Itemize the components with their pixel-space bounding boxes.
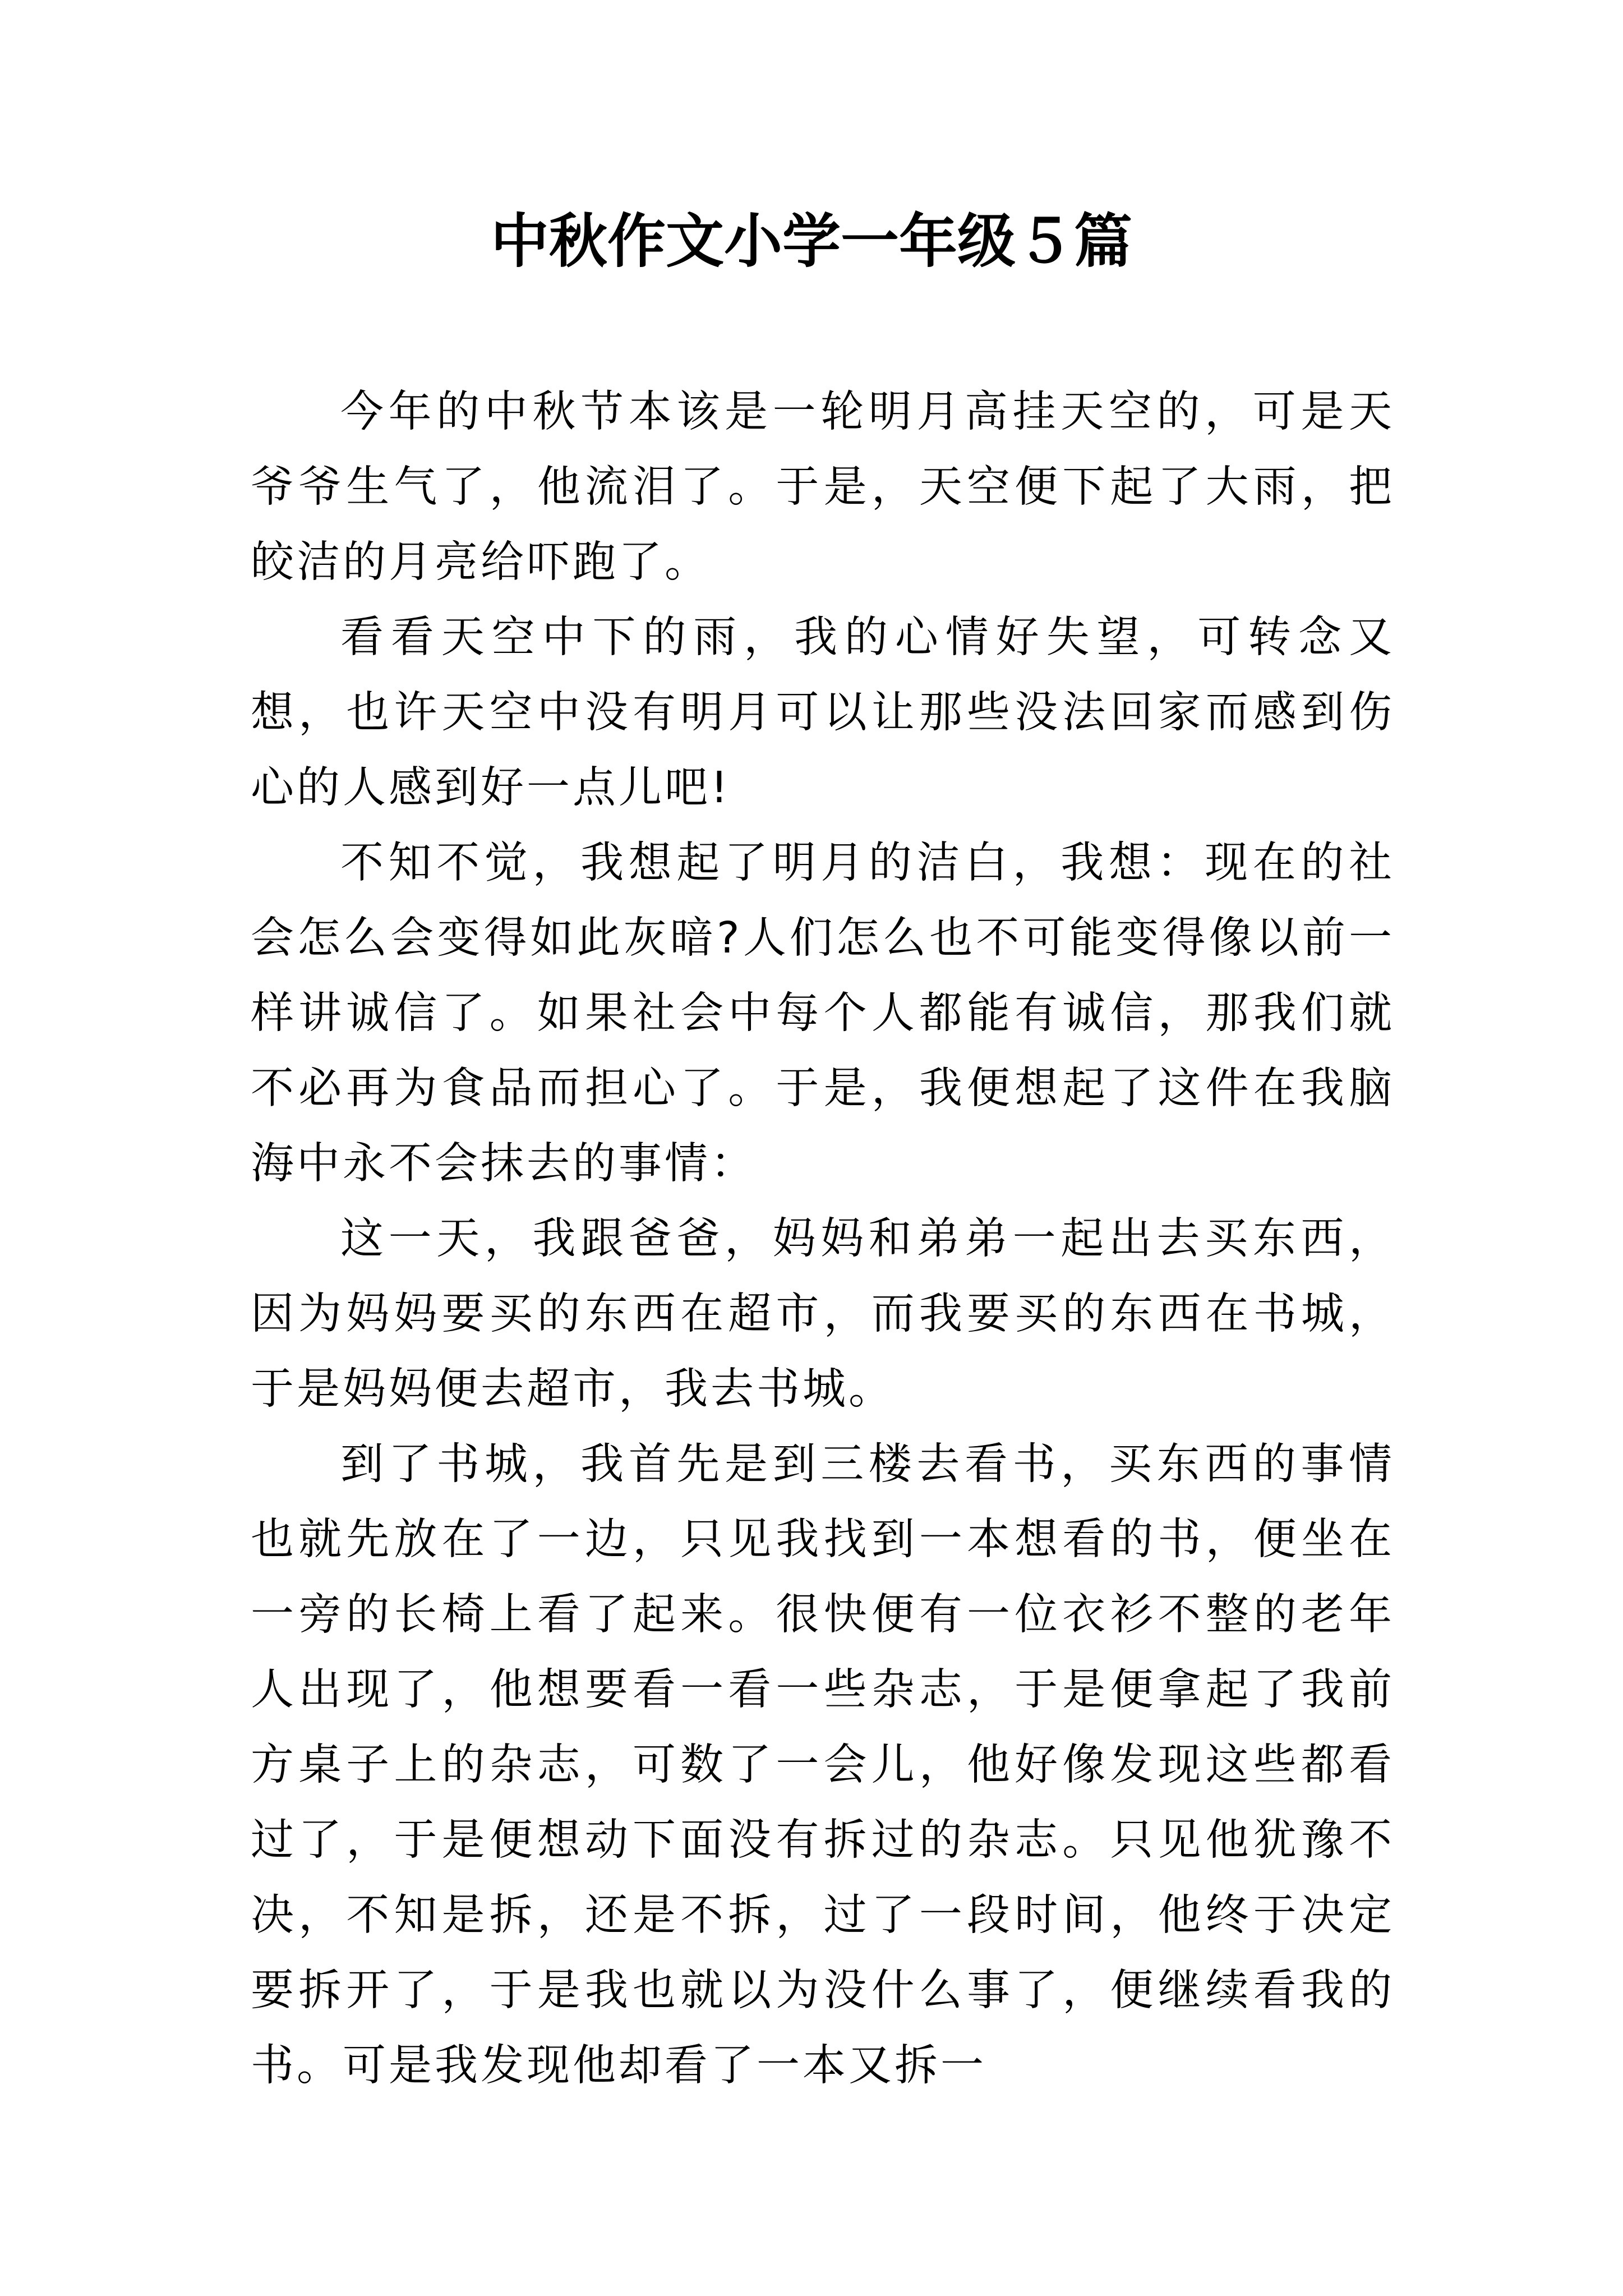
page-title: 中秋作文小学一年级５篇: [490, 206, 1132, 275]
paragraph: 不知不觉，我想起了明月的洁白，我想：现在的社会怎么会变得如此灰暗?人们怎么也不可能变得像以前一样讲诚信了。如果社会中每个人都能有诚信，那我们就不必再为食品而担心了。于是，我便想起了这件在我脑海中永不会抹去的事情：: [251, 838, 1395, 1189]
paragraph: 这一天，我跟爸爸，妈妈和弟弟一起出去买东西，因为妈妈要买的东西在超市，而我要买的东西在书城，于是妈妈便去超市，我去书城。: [251, 1214, 1395, 1414]
paragraph: 今年的中秋节本该是一轮明月高挂天空的，可是天爷爷生气了，他流泪了。于是，天空便下起了大雨，把皎洁的月亮给吓跑了。: [251, 387, 1395, 587]
paragraph: 看看天空中下的雨，我的心情好失望，可转念又想，也许天空中没有明月可以让那些没法回家而感到伤心的人感到好一点儿吧!: [251, 613, 1395, 813]
document-body: [251, 375, 1395, 2104]
paragraph: 到了书城，我首先是到三楼去看书，买东西的事情也就先放在了一边，只见我找到一本想看的书，便坐在一旁的长椅上看了起来。很快便有一位衣衫不整的老年人出现了，他想要看一看一些杂志，于是便拿起了我前方桌子上的杂志，可数了一会儿，他好像发现这些都看过了，于是便想动下面没有拆过的杂志。只见他犹豫不决，不知是拆，还是不拆，过了一段时间，他终于决定要拆开了，于是我也就以为没什么事了，便继续看我的书。可是我发现他却看了一本又拆一: [251, 1439, 1395, 2091]
